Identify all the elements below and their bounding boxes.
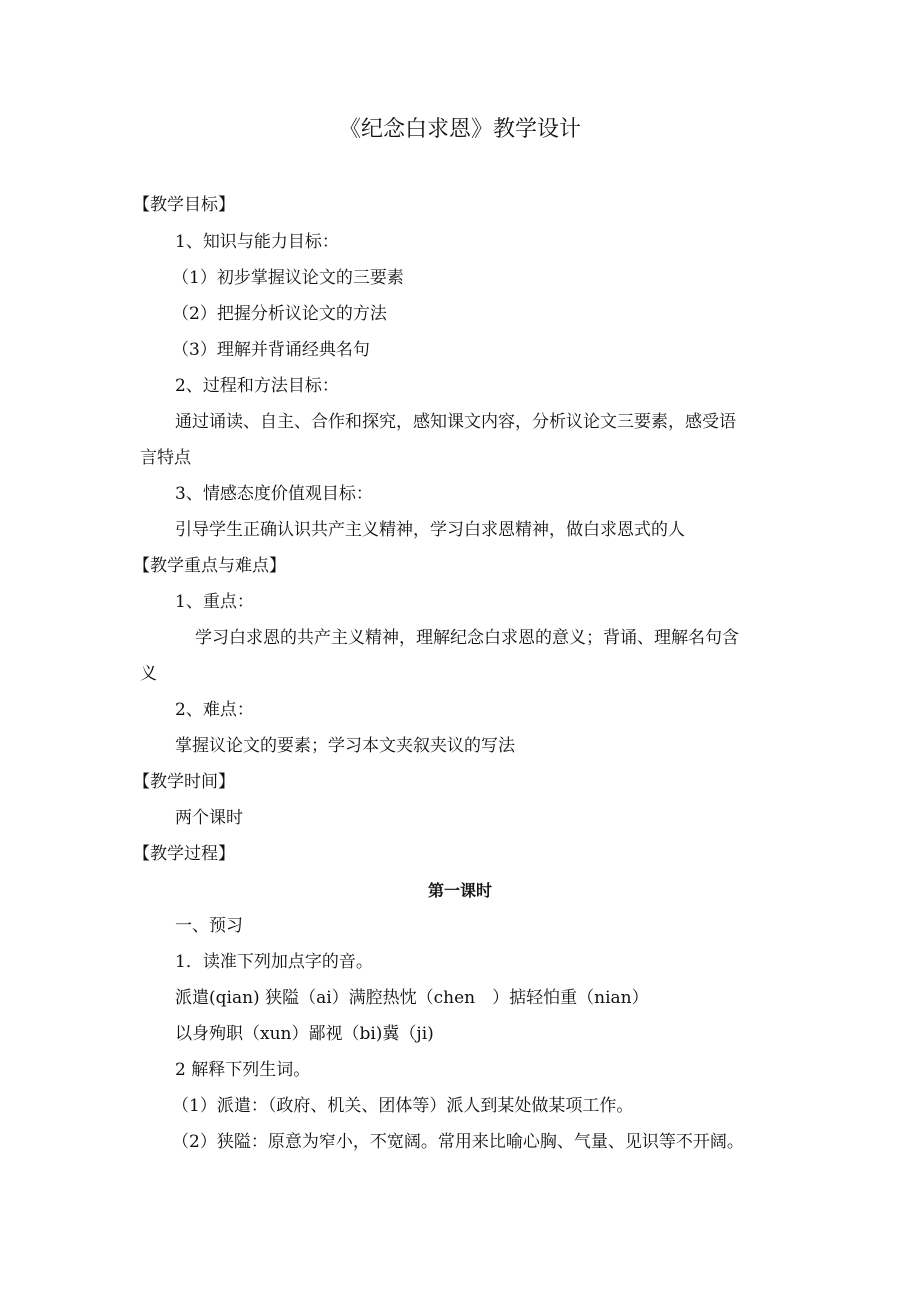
subheading: 第一课时 <box>427 881 492 900</box>
paragraph: 学习白求恩的共产主义精神，理解纪念白求恩的意义；背诵、理解名句含 <box>195 628 739 648</box>
paragraph: 2、过程和方法目标： <box>175 376 339 396</box>
document-title: 《纪念白求恩》教学设计 <box>338 117 581 142</box>
paragraph: 派遣(qian) 狭隘（ai）满腔热忱（chen ）掂轻怕重（nian） <box>175 988 649 1008</box>
section-heading: 【教学时间】 <box>133 772 235 792</box>
list-item: （1）初步掌握议论文的三要素 <box>172 268 404 288</box>
paragraph: 2 解释下列生词。 <box>175 1060 311 1080</box>
list-item: （3）理解并背诵经典名句 <box>172 340 370 360</box>
list-item: （2）狭隘：原意为窄小，不宽阔。常用来比喻心胸、气量、见识等不开阔。 <box>172 1132 744 1152</box>
list-item: （1）派遣：（政府、机关、团体等）派人到某处做某项工作。 <box>172 1096 634 1116</box>
paragraph: 通过诵读、自主、合作和探究，感知课文内容，分析议论文三要素，感受语 <box>175 412 736 432</box>
paragraph: 一、预习 <box>175 916 243 936</box>
paragraph: 掌握议论文的要素；学习本文夹叙夹议的写法 <box>175 736 515 756</box>
paragraph: 言特点 <box>140 448 191 468</box>
paragraph: 2、难点： <box>175 700 254 720</box>
paragraph: 义 <box>140 664 157 684</box>
list-item: （2）把握分析议论文的方法 <box>172 304 387 324</box>
paragraph: 1、重点： <box>175 592 254 612</box>
paragraph: 3、情感态度价值观目标： <box>175 484 373 504</box>
section-heading: 【教学目标】 <box>133 195 235 215</box>
paragraph: 两个课时 <box>175 808 243 828</box>
paragraph: 1．读准下列加点字的音。 <box>175 952 373 972</box>
section-heading: 【教学过程】 <box>133 844 235 864</box>
paragraph: 1、知识与能力目标： <box>175 232 339 252</box>
paragraph: 以身殉职（xun）鄙视（bi)冀（ji) <box>175 1024 434 1044</box>
section-heading: 【教学重点与难点】 <box>133 556 286 576</box>
paragraph: 引导学生正确认识共产主义精神，学习白求恩精神，做白求恩式的人 <box>175 520 685 540</box>
